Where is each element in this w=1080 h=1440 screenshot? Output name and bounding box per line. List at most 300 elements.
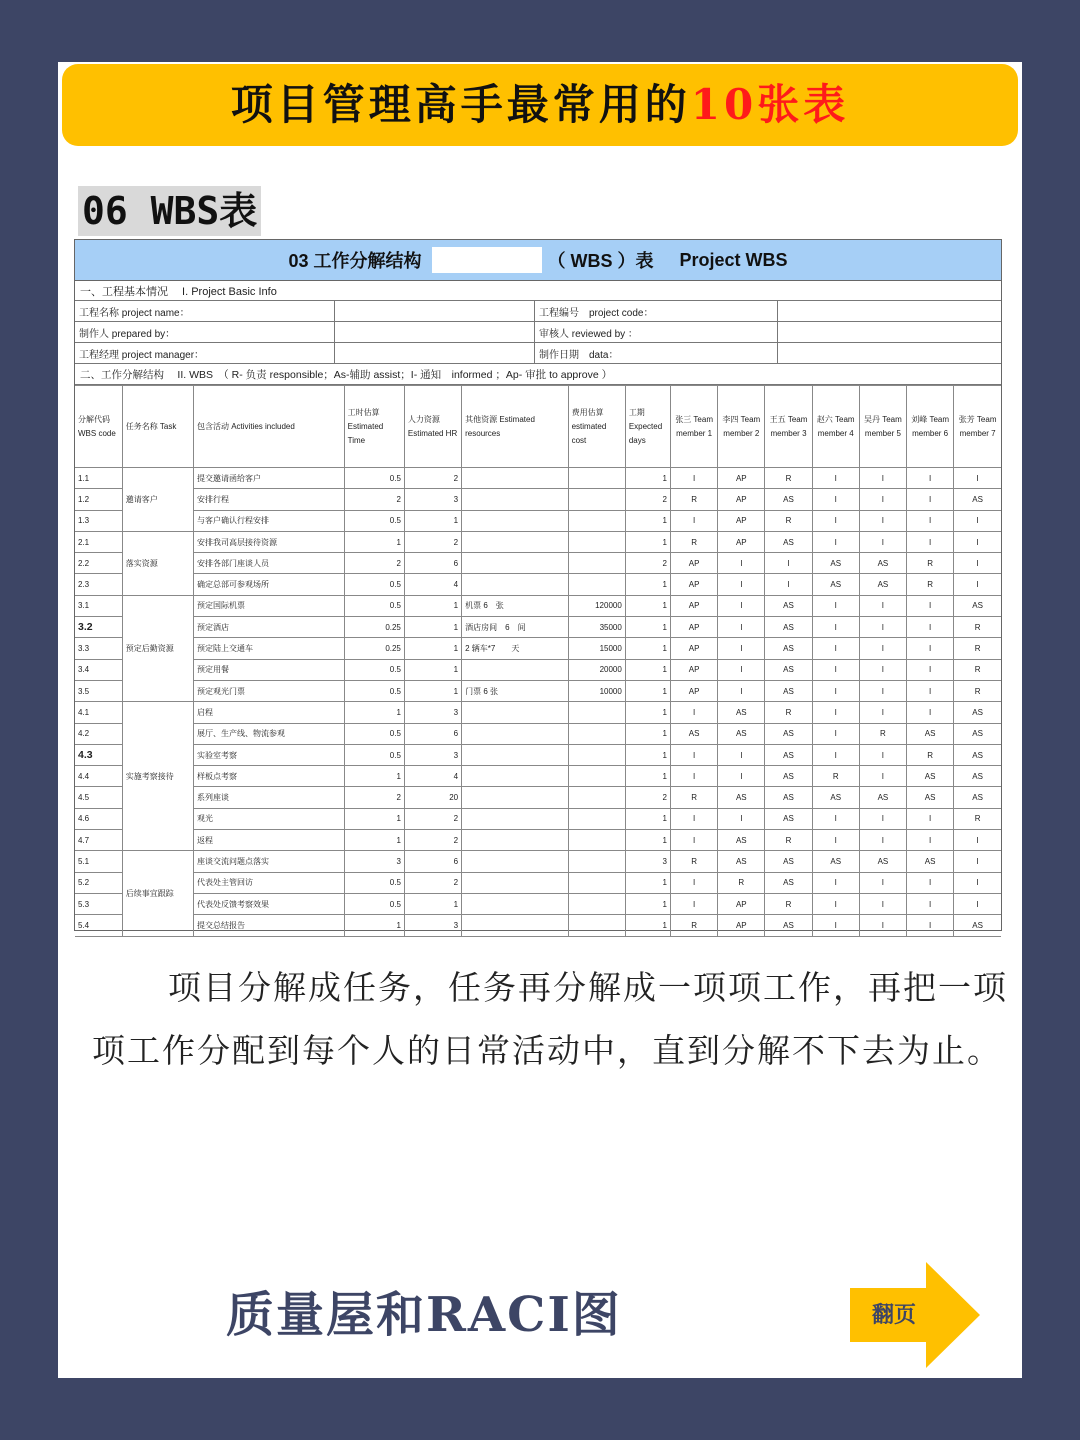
- table-cell: 1: [404, 617, 461, 638]
- raci-cell: R: [671, 851, 718, 872]
- table-row: [75, 489, 1001, 510]
- wbs-grid: [75, 385, 1001, 937]
- table-cell: 3: [404, 489, 461, 510]
- raci-cell: I: [671, 766, 718, 787]
- raci-cell: R: [907, 574, 954, 595]
- raci-cell: AS: [954, 787, 1001, 808]
- raci-cell: I: [859, 680, 906, 701]
- raci-cell: I: [907, 680, 954, 701]
- raci-cell: I: [907, 489, 954, 510]
- table-cell: [462, 723, 568, 744]
- table-cell: 2: [404, 830, 461, 851]
- table-row: [75, 510, 1001, 531]
- table-cell: 1: [404, 893, 461, 914]
- basic-info-cell: [778, 343, 1001, 363]
- table-cell: 10000: [568, 680, 625, 701]
- raci-cell: I: [907, 510, 954, 531]
- raci-cell: AS: [718, 723, 765, 744]
- wbs-title-right: Project WBS: [679, 249, 788, 270]
- raci-cell: AS: [765, 489, 812, 510]
- table-cell: [568, 723, 625, 744]
- basic-info-cell: 工程经理 project manager：: [75, 343, 335, 363]
- table-cell: 0.25: [344, 617, 404, 638]
- table-cell: 1: [625, 531, 670, 552]
- raci-cell: AS: [859, 574, 906, 595]
- table-row: [75, 531, 1001, 552]
- table-cell: [568, 744, 625, 765]
- raci-cell: AS: [907, 787, 954, 808]
- raci-cell: AS: [859, 553, 906, 574]
- raci-cell: I: [859, 489, 906, 510]
- next-page-label: 翻页: [872, 1302, 917, 1328]
- table-cell: 安排各部门座谈人员: [194, 553, 345, 574]
- raci-cell: I: [907, 617, 954, 638]
- wbs-code-cell: 2.2: [75, 553, 122, 574]
- table-cell: 2: [625, 553, 670, 574]
- next-page-button[interactable]: [850, 1262, 980, 1368]
- raci-cell: R: [859, 723, 906, 744]
- table-cell: [462, 766, 568, 787]
- table-cell: [568, 766, 625, 787]
- table-cell: 1: [344, 531, 404, 552]
- table-cell: 邀请客户: [122, 468, 193, 532]
- raci-cell: R: [718, 872, 765, 893]
- raci-cell: I: [718, 595, 765, 616]
- raci-cell: I: [954, 872, 1001, 893]
- table-cell: 0.5: [344, 744, 404, 765]
- raci-cell: I: [718, 638, 765, 659]
- table-row: [75, 851, 1001, 872]
- raci-cell: AS: [765, 680, 812, 701]
- raci-cell: AS: [765, 638, 812, 659]
- column-header: 分解代码 WBS code: [75, 386, 122, 468]
- raci-cell: AS: [765, 595, 812, 616]
- table-cell: [568, 808, 625, 829]
- raci-cell: AS: [954, 766, 1001, 787]
- raci-cell: I: [718, 574, 765, 595]
- raci-cell: I: [954, 468, 1001, 489]
- wbs-title-mid: （ WBS ）表: [547, 251, 654, 271]
- table-cell: 1: [344, 702, 404, 723]
- table-cell: [568, 851, 625, 872]
- raci-cell: AS: [954, 489, 1001, 510]
- table-cell: 6: [404, 723, 461, 744]
- raci-cell: I: [859, 915, 906, 936]
- raci-cell: AS: [907, 851, 954, 872]
- table-cell: 1: [625, 617, 670, 638]
- column-header: 吴丹 Team member 5: [859, 386, 906, 468]
- wbs-code-cell: 3.5: [75, 680, 122, 701]
- raci-cell: R: [954, 808, 1001, 829]
- wbs-code-cell: 4.2: [75, 723, 122, 744]
- table-row: [75, 787, 1001, 808]
- basic-info-cell: 制作日期 data：: [535, 343, 778, 363]
- wbs-code-cell: 4.5: [75, 787, 122, 808]
- raci-cell: I: [671, 702, 718, 723]
- table-cell: 2: [404, 468, 461, 489]
- table-row: [75, 893, 1001, 914]
- raci-cell: AP: [718, 531, 765, 552]
- basic-info-row: [75, 343, 1001, 364]
- table-cell: 3: [404, 915, 461, 936]
- table-cell: [462, 489, 568, 510]
- table-cell: 提交邀请函给客户: [194, 468, 345, 489]
- table-cell: [568, 510, 625, 531]
- wbs-title-blank: [432, 247, 542, 273]
- raci-cell: I: [907, 808, 954, 829]
- table-cell: 1: [625, 659, 670, 680]
- table-cell: 预定国际机票: [194, 595, 345, 616]
- table-cell: 1: [625, 510, 670, 531]
- table-cell: [568, 702, 625, 723]
- wbs-code-cell: 4.3: [75, 744, 122, 765]
- raci-cell: I: [671, 744, 718, 765]
- basic-info-row: [75, 322, 1001, 343]
- table-row: [75, 872, 1001, 893]
- table-cell: 0.5: [344, 872, 404, 893]
- table-cell: 3: [404, 744, 461, 765]
- table-cell: 1: [625, 468, 670, 489]
- table-row: [75, 680, 1001, 701]
- table-cell: 0.5: [344, 893, 404, 914]
- wbs-code-cell: 4.7: [75, 830, 122, 851]
- raci-cell: R: [671, 531, 718, 552]
- table-cell: 4: [404, 766, 461, 787]
- wbs-code-cell: 5.4: [75, 915, 122, 936]
- table-cell: [462, 574, 568, 595]
- wbs-code-cell: 5.1: [75, 851, 122, 872]
- raci-cell: I: [859, 638, 906, 659]
- raci-cell: R: [907, 553, 954, 574]
- raci-cell: I: [954, 531, 1001, 552]
- wbs-heading: 二、工作分解结构 II. WBS （ R- 负责 responsible；As-辅助 assist；I- 通知 informed ；Ap- 审批 to approve ）: [75, 364, 1001, 385]
- raci-cell: R: [671, 489, 718, 510]
- raci-cell: AP: [671, 638, 718, 659]
- wbs-code-cell: 3.4: [75, 659, 122, 680]
- raci-cell: I: [718, 680, 765, 701]
- table-cell: 6: [404, 553, 461, 574]
- basic-info-cell: 工程名称 project name：: [75, 301, 335, 321]
- raci-cell: I: [671, 893, 718, 914]
- table-cell: 20000: [568, 659, 625, 680]
- table-cell: 后续事宜跟踪: [122, 851, 193, 936]
- raci-cell: I: [859, 702, 906, 723]
- raci-cell: R: [765, 510, 812, 531]
- table-cell: 1: [404, 680, 461, 701]
- description-paragraph: [92, 956, 1008, 1082]
- raci-cell: I: [907, 468, 954, 489]
- column-header: 赵六 Team member 4: [812, 386, 859, 468]
- raci-cell: I: [765, 574, 812, 595]
- raci-cell: R: [765, 468, 812, 489]
- raci-cell: AS: [765, 766, 812, 787]
- raci-cell: I: [859, 510, 906, 531]
- table-cell: [568, 553, 625, 574]
- raci-cell: I: [859, 893, 906, 914]
- banner-title-highlight: 10张表: [690, 80, 850, 129]
- table-row: [75, 638, 1001, 659]
- basic-info-cell: [335, 322, 535, 342]
- table-cell: 实施考察接待: [122, 702, 193, 851]
- raci-cell: I: [812, 659, 859, 680]
- raci-cell: I: [954, 553, 1001, 574]
- raci-cell: I: [812, 489, 859, 510]
- column-header: 刘峰 Team member 6: [907, 386, 954, 468]
- raci-cell: I: [907, 872, 954, 893]
- raci-cell: AS: [765, 872, 812, 893]
- wbs-code-cell: 3.2: [75, 617, 122, 638]
- table-cell: 安排行程: [194, 489, 345, 510]
- raci-cell: AS: [907, 766, 954, 787]
- raci-cell: I: [907, 638, 954, 659]
- page-banner: [62, 64, 1018, 146]
- raci-cell: R: [812, 766, 859, 787]
- raci-cell: I: [812, 638, 859, 659]
- table-cell: [568, 489, 625, 510]
- raci-cell: I: [718, 808, 765, 829]
- raci-cell: I: [859, 766, 906, 787]
- column-header: 工期 Expected days: [625, 386, 670, 468]
- raci-cell: I: [812, 893, 859, 914]
- table-cell: 1: [625, 744, 670, 765]
- raci-cell: I: [812, 830, 859, 851]
- raci-cell: I: [954, 574, 1001, 595]
- raci-cell: I: [907, 659, 954, 680]
- table-cell: [568, 830, 625, 851]
- table-cell: 1: [625, 808, 670, 829]
- wbs-header-row: [75, 386, 1001, 468]
- column-header: 包含活动 Activities included: [194, 386, 345, 468]
- raci-cell: I: [718, 553, 765, 574]
- raci-cell: I: [812, 702, 859, 723]
- table-row: [75, 915, 1001, 936]
- basic-info-cell: [778, 322, 1001, 342]
- table-cell: 代表处主管回访: [194, 872, 345, 893]
- column-header: 其他资源 Estimated resources: [462, 386, 568, 468]
- column-header: 任务名称 Task: [122, 386, 193, 468]
- raci-cell: AP: [718, 489, 765, 510]
- raci-cell: I: [859, 872, 906, 893]
- raci-cell: I: [671, 468, 718, 489]
- table-cell: 1: [625, 595, 670, 616]
- table-cell: [462, 893, 568, 914]
- wbs-code-cell: 1.3: [75, 510, 122, 531]
- raci-cell: AS: [718, 787, 765, 808]
- raci-cell: AS: [718, 830, 765, 851]
- table-cell: 实验室考察: [194, 744, 345, 765]
- table-cell: 2: [344, 489, 404, 510]
- table-cell: 35000: [568, 617, 625, 638]
- wbs-code-cell: 5.2: [75, 872, 122, 893]
- table-cell: 1: [344, 766, 404, 787]
- table-cell: 2: [344, 553, 404, 574]
- table-cell: 预定观光门票: [194, 680, 345, 701]
- column-header: 人力资源 Estimated HR: [404, 386, 461, 468]
- table-cell: 展厅、生产线、物流参观: [194, 723, 345, 744]
- raci-cell: I: [812, 915, 859, 936]
- table-cell: 预定后勤资源: [122, 595, 193, 701]
- basic-info-heading: 一、工程基本情况 I. Project Basic Info: [75, 281, 1001, 301]
- raci-cell: I: [907, 830, 954, 851]
- raci-cell: AS: [954, 595, 1001, 616]
- raci-cell: AS: [765, 617, 812, 638]
- table-cell: 1: [404, 510, 461, 531]
- table-cell: 0.5: [344, 510, 404, 531]
- table-cell: 1: [344, 808, 404, 829]
- table-cell: [462, 510, 568, 531]
- raci-cell: I: [765, 553, 812, 574]
- table-row: [75, 553, 1001, 574]
- table-cell: 0.5: [344, 723, 404, 744]
- raci-cell: AP: [671, 595, 718, 616]
- table-cell: [568, 787, 625, 808]
- table-cell: 启程: [194, 702, 345, 723]
- table-cell: 6: [404, 851, 461, 872]
- raci-cell: AP: [718, 468, 765, 489]
- raci-cell: AP: [671, 574, 718, 595]
- wbs-code-cell: 2.1: [75, 531, 122, 552]
- table-cell: 座谈交流问题点落实: [194, 851, 345, 872]
- table-cell: 1: [625, 915, 670, 936]
- table-cell: 1: [625, 638, 670, 659]
- raci-cell: I: [812, 808, 859, 829]
- table-cell: 系列座谈: [194, 787, 345, 808]
- raci-cell: R: [907, 744, 954, 765]
- table-cell: 1: [404, 659, 461, 680]
- table-cell: [462, 830, 568, 851]
- table-cell: 1: [404, 595, 461, 616]
- table-row: [75, 830, 1001, 851]
- wbs-code-cell: 4.6: [75, 808, 122, 829]
- column-header: 张芳 Team member 7: [954, 386, 1001, 468]
- basic-info-cell: 制作人 prepared by：: [75, 322, 335, 342]
- table-cell: 提交总结报告: [194, 915, 345, 936]
- table-cell: [462, 787, 568, 808]
- table-cell: 4: [404, 574, 461, 595]
- raci-cell: R: [954, 638, 1001, 659]
- raci-cell: AP: [671, 680, 718, 701]
- next-topic-title: 质量屋和RACI图: [226, 1287, 622, 1343]
- table-cell: [568, 915, 625, 936]
- table-cell: 1: [344, 915, 404, 936]
- table-cell: [462, 702, 568, 723]
- table-row: [75, 744, 1001, 765]
- basic-info-rows: [75, 301, 1001, 364]
- table-cell: [568, 574, 625, 595]
- wbs-code-cell: 1.1: [75, 468, 122, 489]
- table-cell: [568, 872, 625, 893]
- raci-cell: I: [812, 510, 859, 531]
- raci-cell: I: [859, 659, 906, 680]
- raci-cell: I: [859, 531, 906, 552]
- raci-cell: I: [954, 851, 1001, 872]
- table-cell: 20: [404, 787, 461, 808]
- table-cell: [462, 553, 568, 574]
- table-row: [75, 468, 1001, 489]
- table-cell: 0.5: [344, 574, 404, 595]
- wbs-code-cell: 3.1: [75, 595, 122, 616]
- wbs-table-image: [74, 239, 1002, 931]
- table-cell: 样板点考察: [194, 766, 345, 787]
- table-row: [75, 595, 1001, 616]
- raci-cell: AS: [765, 808, 812, 829]
- raci-cell: AP: [718, 915, 765, 936]
- table-cell: 0.25: [344, 638, 404, 659]
- raci-cell: I: [671, 510, 718, 531]
- column-header: 张三 Team member 1: [671, 386, 718, 468]
- table-cell: 1: [625, 723, 670, 744]
- raci-cell: I: [859, 617, 906, 638]
- raci-cell: I: [954, 893, 1001, 914]
- raci-cell: I: [671, 830, 718, 851]
- table-cell: 3: [625, 851, 670, 872]
- raci-cell: I: [812, 468, 859, 489]
- raci-cell: AS: [859, 787, 906, 808]
- table-cell: 机票 6 张: [462, 595, 568, 616]
- basic-info-cell: [335, 301, 535, 321]
- table-cell: 安排我司高层接待资源: [194, 531, 345, 552]
- table-cell: 观光: [194, 808, 345, 829]
- table-cell: [462, 872, 568, 893]
- raci-cell: I: [718, 766, 765, 787]
- wbs-title-left: 03 工作分解结构: [288, 251, 422, 271]
- raci-cell: R: [765, 830, 812, 851]
- raci-cell: I: [718, 617, 765, 638]
- wbs-code-cell: 3.3: [75, 638, 122, 659]
- table-cell: 0.5: [344, 468, 404, 489]
- raci-cell: I: [907, 531, 954, 552]
- section-label: 06 WBS表: [78, 186, 261, 236]
- table-row: [75, 808, 1001, 829]
- table-cell: 120000: [568, 595, 625, 616]
- raci-cell: AS: [765, 787, 812, 808]
- raci-cell: AS: [765, 744, 812, 765]
- basic-info-cell: [335, 343, 535, 363]
- raci-cell: I: [812, 680, 859, 701]
- table-cell: 与客户确认行程安排: [194, 510, 345, 531]
- table-cell: 1: [625, 893, 670, 914]
- raci-cell: R: [671, 787, 718, 808]
- raci-cell: AS: [954, 702, 1001, 723]
- table-cell: 确定总部可参观场所: [194, 574, 345, 595]
- table-cell: 2: [404, 531, 461, 552]
- table-cell: 1: [344, 830, 404, 851]
- raci-cell: AS: [671, 723, 718, 744]
- column-header: 费用估算 estimated cost: [568, 386, 625, 468]
- raci-cell: I: [859, 595, 906, 616]
- raci-cell: AP: [718, 510, 765, 531]
- raci-cell: R: [954, 659, 1001, 680]
- raci-cell: I: [907, 702, 954, 723]
- raci-cell: AS: [954, 723, 1001, 744]
- wbs-code-cell: 4.1: [75, 702, 122, 723]
- raci-cell: AS: [859, 851, 906, 872]
- raci-cell: I: [859, 808, 906, 829]
- table-cell: 3: [344, 851, 404, 872]
- raci-cell: AS: [765, 723, 812, 744]
- raci-cell: AS: [765, 531, 812, 552]
- table-cell: 0.5: [344, 680, 404, 701]
- table-cell: 3: [404, 702, 461, 723]
- raci-cell: I: [671, 872, 718, 893]
- table-cell: [462, 659, 568, 680]
- paragraph-text: 项目分解成任务，任务再分解成一项项工作，再把一项项工作分配到每个人的日常活动中，直到分解不下去为止。: [92, 968, 1008, 1070]
- table-cell: [462, 531, 568, 552]
- raci-cell: AP: [671, 553, 718, 574]
- raci-cell: AS: [907, 723, 954, 744]
- table-cell: 0.5: [344, 659, 404, 680]
- wbs-code-cell: 1.2: [75, 489, 122, 510]
